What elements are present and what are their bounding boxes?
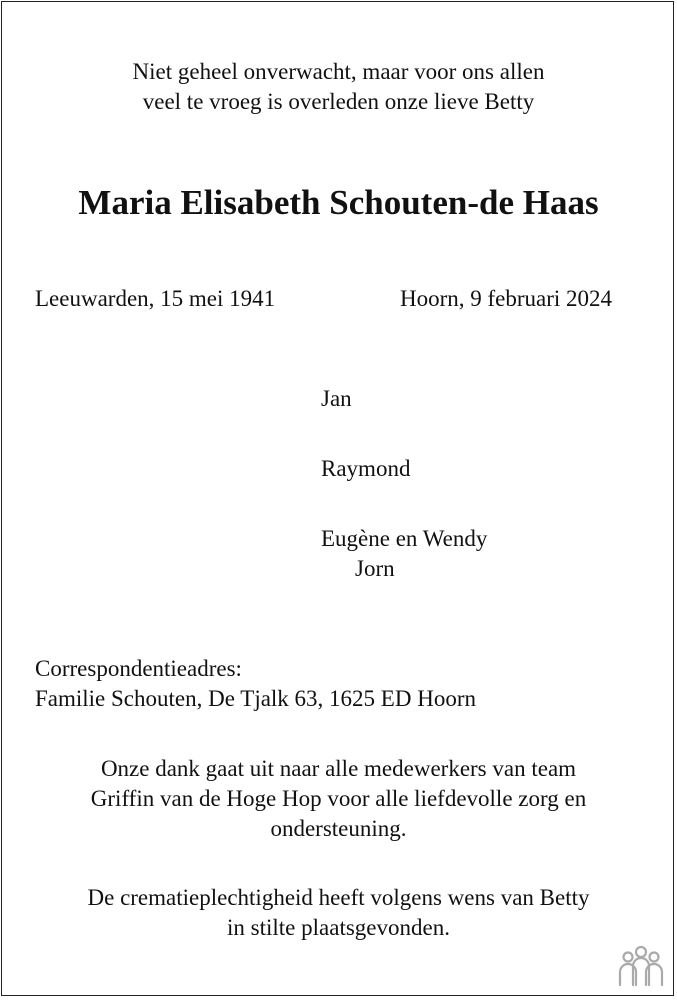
family-member-jan: Jan bbox=[321, 386, 352, 411]
thanks-line-2: Griffin van de Hoge Hop voor alle liefdevolle zorg en bbox=[90, 786, 587, 811]
thanks-line-1: Onze dank gaat uit naar alle medewerkers van team bbox=[100, 756, 577, 781]
people-group-icon bbox=[616, 944, 666, 988]
intro-line-1: Niet geheel onverwacht, maar voor ons allen bbox=[132, 59, 545, 84]
family-member-raymond: Raymond bbox=[321, 456, 411, 481]
obituary-card bbox=[1, 1, 674, 996]
death-place-date: Hoorn, 9 februari 2024 bbox=[400, 286, 613, 311]
intro-line-2: veel te vroeg is overleden onze lieve Betty bbox=[142, 89, 535, 114]
family-member-eugene-wendy: Eugène en Wendy bbox=[321, 526, 488, 551]
deceased-name: Maria Elisabeth Schouten-de Haas bbox=[78, 183, 599, 222]
thanks-line-3: ondersteuning. bbox=[270, 816, 407, 841]
birth-place-date: Leeuwarden, 15 mei 1941 bbox=[35, 286, 276, 311]
correspondence-label: Correspondentieadres: bbox=[35, 656, 242, 681]
cremation-line-2: in stilte plaatsgevonden. bbox=[227, 915, 450, 940]
correspondence-address: Familie Schouten, De Tjalk 63, 1625 ED Hoorn bbox=[35, 686, 476, 711]
cremation-line-1: De crematieplechtigheid heeft volgens wens van Betty bbox=[87, 885, 590, 910]
family-member-jorn: Jorn bbox=[355, 556, 395, 581]
